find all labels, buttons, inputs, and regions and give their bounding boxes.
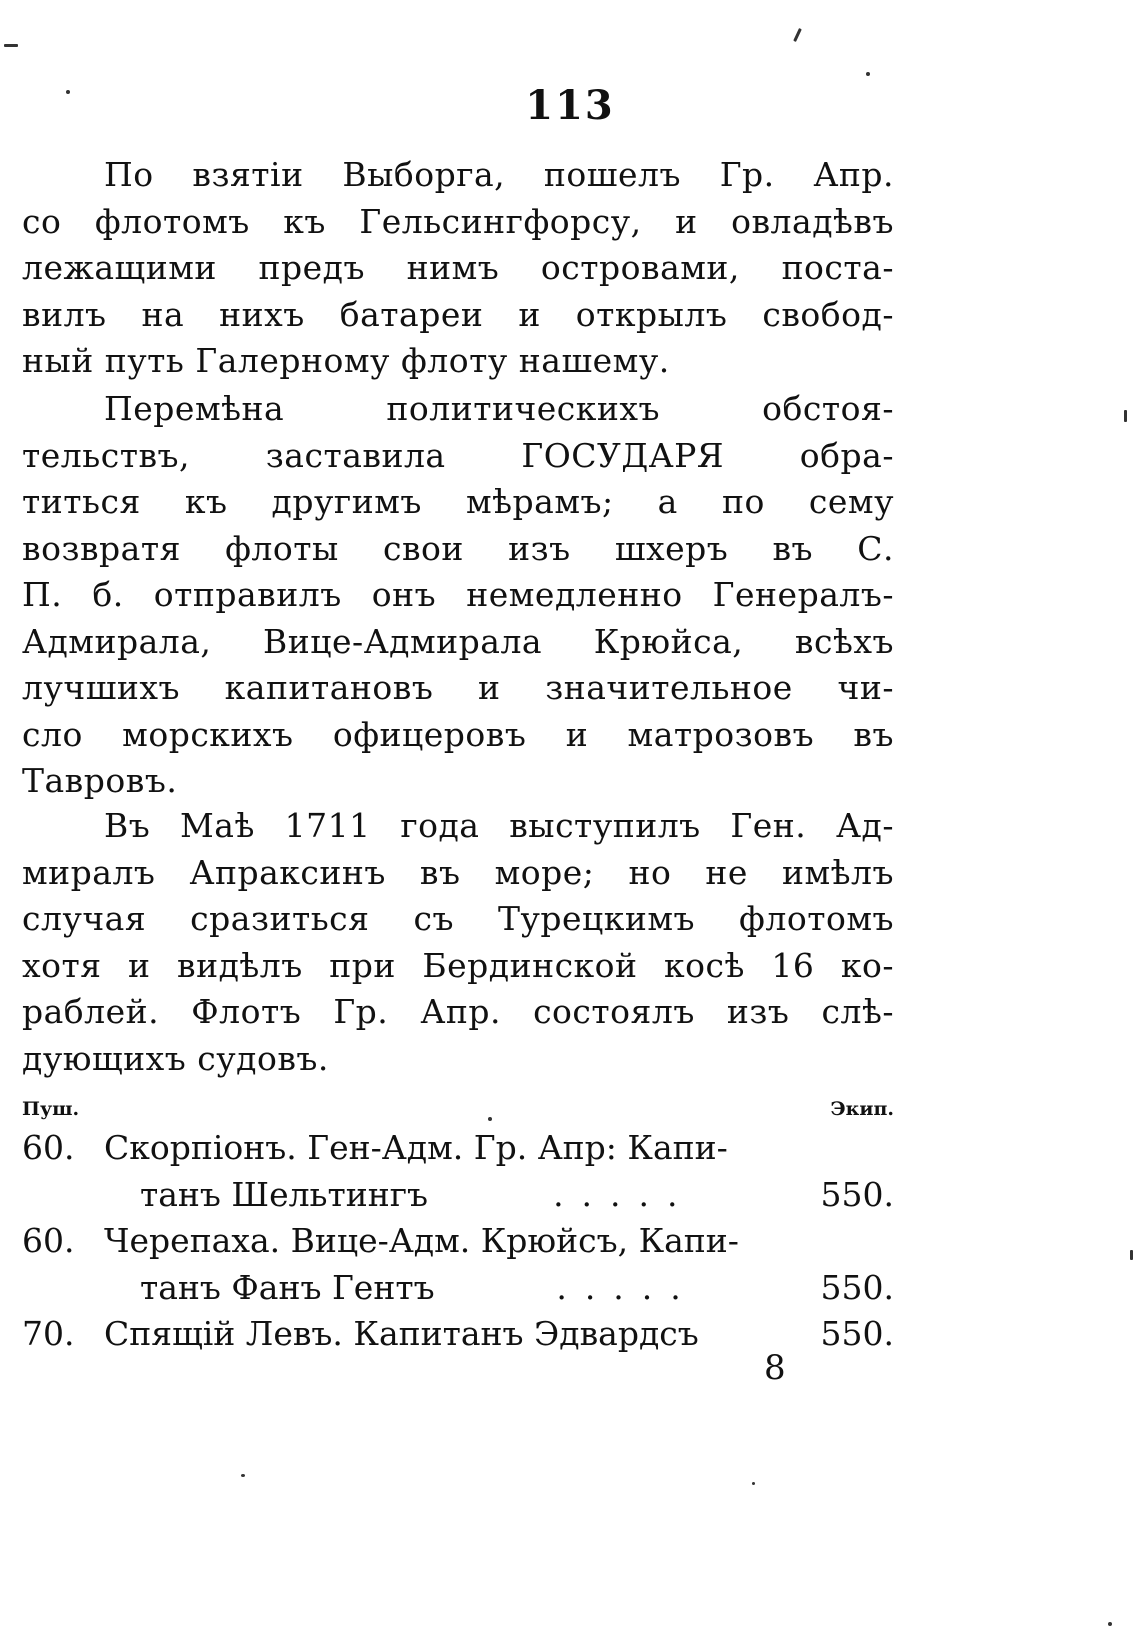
ship-table [22,1125,894,1358]
scan-speck [4,44,18,47]
guns-column-label: Пуш. [22,1098,80,1120]
crew-column-label: Экип. [830,1098,894,1120]
ship-table-header [22,1098,894,1120]
text-line: случая сразиться съ Турецкимъ флотомъ [22,899,894,938]
text-line: вилъ на нихъ батареи и открылъ свобод- [22,294,894,334]
scan-speck [752,1482,755,1485]
text-line: титься къ другимъ мѣрамъ; а по сему [22,482,894,521]
text-line: Въ Маѣ 1711 года выступилъ Ген. Ад- [104,806,894,845]
ship-guns: 60. [22,1221,75,1260]
ship-entry [22,1125,894,1218]
text-line: Тавровъ. [22,761,178,800]
text-line: По взятіи Выборга, пошелъ Гр. Апр. [104,155,894,194]
signature-mark: 8 [764,1348,786,1388]
ship-crew: 550. [820,1174,894,1214]
paragraph-3 [22,803,894,1082]
page-number: 113 [525,82,615,129]
text-line: тельствъ, заставила ГОСУДАРЯ обра- [22,435,894,475]
text-line: П. б. отправилъ онъ немедленно Генералъ- [22,575,894,614]
scan-speck [866,72,870,76]
ship-guns: 70. [22,1314,75,1353]
text-line: возвратя флоты свои изъ шхеръ въ С. [22,528,894,568]
paragraph-1 [22,152,894,385]
text-line: сло морскихъ офицеровъ и матрозовъ въ [22,714,894,754]
scan-speck [1130,1250,1133,1260]
ship-entry [22,1218,894,1311]
scan-speck [488,1117,492,1121]
text-line: Адмирала, Вице-Адмирала Крюйса, всѣхъ [22,621,894,661]
text-line: хотя и видѣлъ при Бердинской косѣ 16 ко- [22,945,894,985]
text-line: со флотомъ къ Гельсингфорсу, и овладѣвъ [22,201,894,241]
leader-dots: ..... [556,1267,699,1307]
scan-speck [241,1474,245,1477]
scan-speck [1108,1622,1112,1626]
ship-captain: танъ Фанъ Гентъ [140,1267,435,1307]
text-line: дующихъ судовъ. [22,1038,329,1078]
ship-crew: 550. [820,1267,894,1307]
scan-speck [1124,410,1127,422]
text-line: раблей. Флотъ Гр. Апр. состоялъ изъ слѣ- [22,992,894,1031]
ship-description: Черепаха. Вице-Адм. Крюйсъ, Капи- [104,1221,739,1260]
ship-guns: 60. [22,1128,75,1167]
text-line: лучшихъ капитановъ и значительное чи- [22,668,894,707]
ship-description: Скорпіонъ. Ген-Адм. Гр. Апр: Капи- [104,1128,728,1167]
scan-speck [66,90,70,94]
ship-captain: танъ Шельтингъ [140,1174,429,1214]
ship-description: Спящій Левъ. Капитанъ Эдвардсъ [104,1314,699,1353]
scan-speck [793,28,802,42]
text-line: миралъ Апраксинъ въ море; но не имѣлъ [22,852,894,892]
ship-crew: 550. [820,1314,894,1353]
text-line: Перемѣна политическихъ обстоя- [104,389,894,428]
leader-dots: ..... [553,1174,696,1214]
paragraph-2 [22,386,894,805]
text-line: лежащими предъ нимъ островами, поста- [22,248,894,287]
text-line: ный путь Галерному флоту нашему. [22,341,670,380]
